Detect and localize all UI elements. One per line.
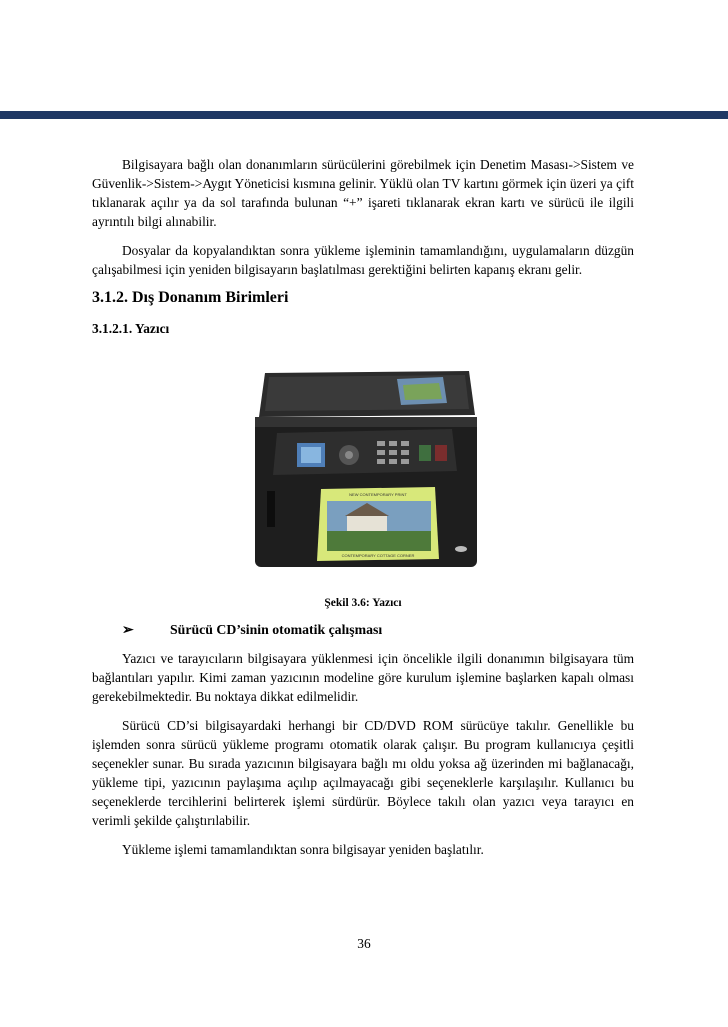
bullet-text: Sürücü CD’sinin otomatik çalışması	[170, 622, 383, 637]
paragraph: Yazıcı ve tarayıcıların bilgisayara yüklenmesi için öncelikle ilgili donanımın bilgisayara tüm bağlantıları yapılır. Kimi zaman yazıcının modeline göre kurulum işlemine başlarken kapalı olması gerekebilmektedir. Bu noktaya dikkat edilmelidir.	[92, 651, 634, 704]
paragraph: Yükleme işlemi tamamlandıktan sonra bilgisayar yeniden başlatılır.	[122, 842, 484, 857]
paper-text-bottom: CONTEMPORARY COTTAGE CORNER	[341, 553, 415, 558]
paragraph: Dosyalar da kopyalandıktan sonra yükleme işleminin tamamlandığını, uygulamaların düzgün çalışabilmesi için yeniden bilgisayarın başlatılması gerektiğini belirten kapanış ekranı gelir.	[92, 243, 634, 277]
paragraph: Sürücü CD’si bilgisayardaki herhangi bir CD/DVD ROM sürücüye takılır. Genellikle bu işlemden sonra sürücü yükleme programı otomatik olarak çalışır. Bu program kullanıcıya çeşitli seçenekler sunar. Bu sırada yazıcının bilgisayara bağlı mı oldu yoksa ağ üzerinden mi bağlanacağı, yükleme tipi, yazıcının paylaşıma açılıp açılmayacağı gibi seçeneklerle karşılaşılır. Kullanıcı bu seçeneklerde tercihlerini belirterek işlemi sürdürür. Böylece takılı olan yazıcı veya tarayıcı en verimli şekilde çalıştırılabilir.	[92, 718, 634, 828]
page-content	[92, 155, 634, 857]
arrow-bullet-icon: ➢	[122, 622, 134, 637]
figure-caption: Şekil 3.6: Yazıcı	[324, 597, 402, 609]
subsection-heading: 3.1.2.1. Yazıcı	[92, 321, 170, 336]
paragraph: Bilgisayara bağlı olan donanımların sürücülerini görebilmek için Denetim Masası->Sistem ve Güvenlik->Sistem->Aygıt Yöneticisi kısmına gelinir. Yüklü olan TV kartını görmek için üzeri ya çift tıklanarak açılır ya da sol tarafında bulunan “+” işareti tıklanarak ekran kartı ve sürücü ile ilgili ayrıntılı bilgi alınabilir.	[92, 157, 634, 229]
printer-figure	[92, 363, 634, 588]
brand-logo	[455, 546, 467, 552]
paper-text-top: NEW CONTEMPORARY PRINT	[349, 492, 407, 497]
header-rule	[0, 111, 728, 119]
printer-image	[247, 363, 482, 588]
section-heading: 3.1.2. Dış Donanım Birimleri	[92, 289, 289, 306]
page-number: 36	[357, 936, 371, 951]
card-slot	[267, 491, 275, 527]
keypad	[377, 441, 409, 464]
body-text	[92, 649, 634, 869]
